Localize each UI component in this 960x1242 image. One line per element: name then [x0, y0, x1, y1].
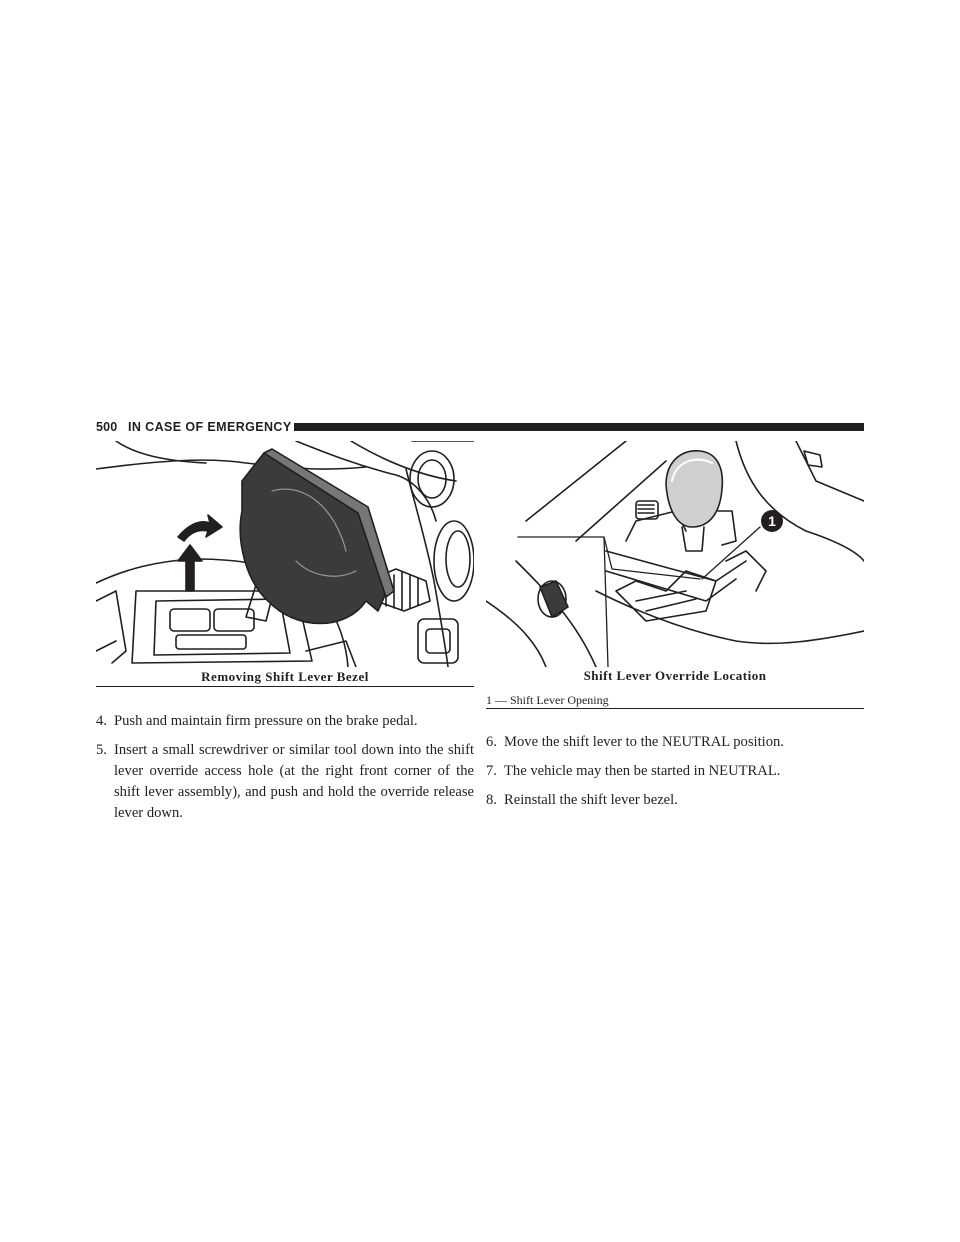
- figure-removing-shift-lever-bezel: [96, 441, 474, 667]
- step-4: [96, 711, 474, 732]
- step-text: Reinstall the shift lever bezel.: [504, 792, 678, 808]
- header-rule: [294, 423, 864, 431]
- step-7: [486, 761, 864, 782]
- figure-divider: [96, 686, 474, 687]
- step-number: 4.: [96, 713, 107, 729]
- step-text: Move the shift lever to the NEUTRAL position.: [504, 734, 784, 750]
- figure-caption-bezel: Removing Shift Lever Bezel: [201, 669, 369, 684]
- figure-caption-override: Shift Lever Override Location: [583, 668, 767, 683]
- callout-number: 1: [768, 513, 776, 529]
- figure-legend: 1 — Shift Lever Opening: [486, 693, 609, 707]
- legend-divider: [486, 708, 864, 709]
- step-number: 8.: [486, 792, 497, 808]
- bezel-illustration: [96, 441, 474, 667]
- page-header: [96, 418, 864, 438]
- step-text: The vehicle may then be started in NEUTRAL.: [504, 763, 781, 779]
- figure-shift-lever-override-location: [486, 441, 864, 667]
- step-text: Insert a small screwdriver or similar tool down into the shift lever override access hole (at the right front corner of the shift lever assembly), and push and hold the override release lever down.: [114, 742, 474, 821]
- step-number: 5.: [96, 742, 107, 758]
- step-number: 6.: [486, 734, 497, 750]
- page-number: 500: [96, 420, 118, 434]
- step-5: [96, 740, 474, 824]
- override-illustration: [486, 441, 864, 667]
- step-6: [486, 732, 864, 753]
- step-8: [486, 790, 864, 811]
- step-text: Push and maintain firm pressure on the brake pedal.: [114, 713, 418, 729]
- step-number: 7.: [486, 763, 497, 779]
- section-title: IN CASE OF EMERGENCY: [128, 420, 292, 434]
